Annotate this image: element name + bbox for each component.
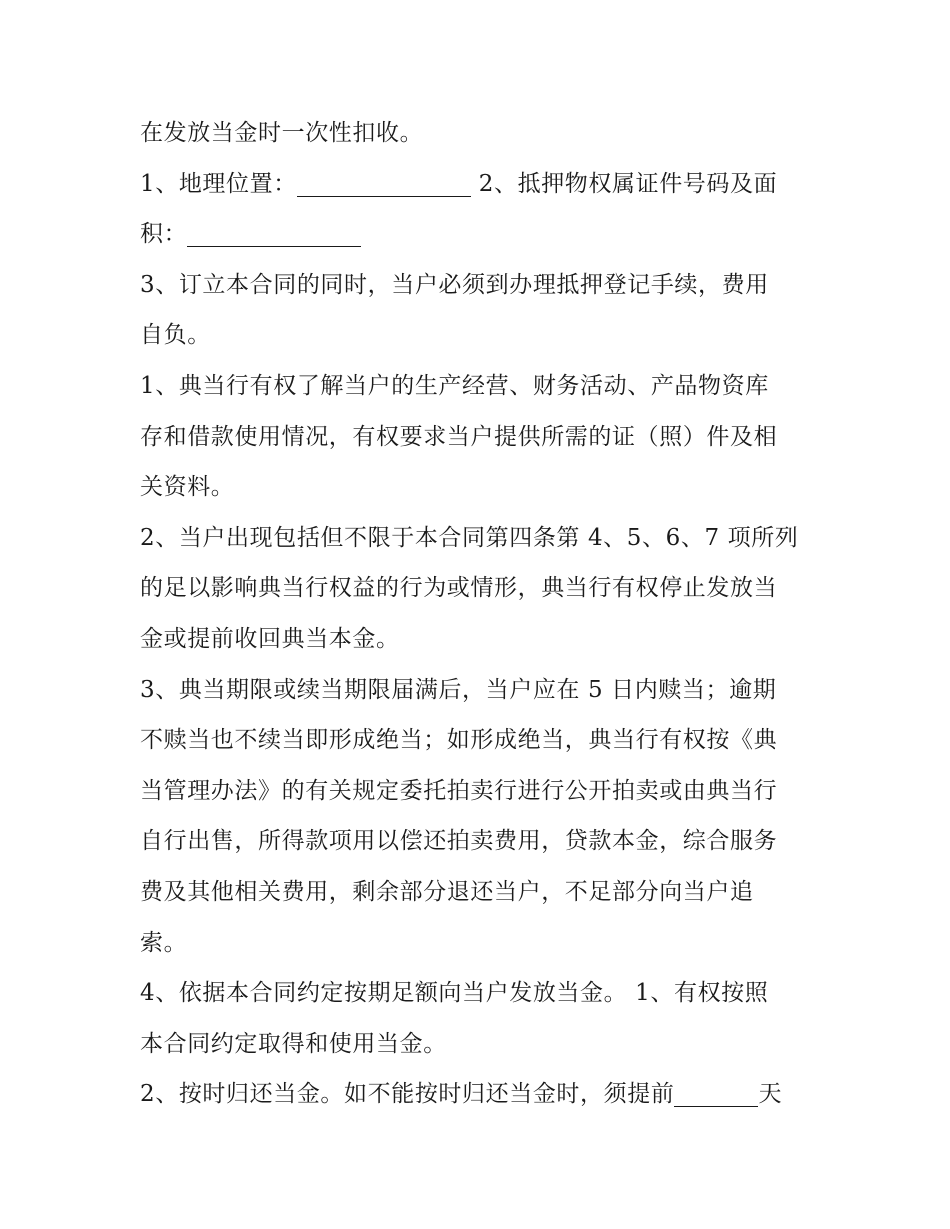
days-blank[interactable] xyxy=(674,1080,758,1107)
contract-text xyxy=(140,108,820,1120)
text-line-with-blank xyxy=(140,1069,820,1120)
line-text-before: 2、按时归还当金。如不能按时归还当金时，须提前 xyxy=(140,1081,675,1108)
text-line-with-blank xyxy=(140,209,820,260)
text-line: 存和借款使用情况，有权要求当户提供所需的证（照）件及相 xyxy=(140,423,778,450)
line-text-before: 积： xyxy=(140,221,188,248)
text-line-with-blank xyxy=(140,159,820,210)
text-line: 2、当户出现包括但不限于本合同第四条第 4、5、6、7 项所列 xyxy=(140,524,799,551)
text-line: 自负。 xyxy=(140,322,211,349)
line-text-after: 2、抵押物权属证件号码及面 xyxy=(478,170,778,197)
location-blank[interactable] xyxy=(297,170,471,197)
text-line: 在发放当金时一次性扣收。 xyxy=(140,120,424,146)
text-line: 当管理办法》的有关规定委托拍卖行进行公开拍卖或由典当行 xyxy=(140,777,778,804)
text-line: 索。 xyxy=(140,929,188,956)
text-line: 的足以影响典当行权益的行为或情形，典当行有权停止发放当 xyxy=(140,575,778,602)
line-text-after: 天 xyxy=(758,1081,783,1108)
area-blank[interactable] xyxy=(187,220,361,247)
text-line: 金或提前收回典当本金。 xyxy=(140,625,400,652)
text-line: 本合同约定取得和使用当金。 xyxy=(140,1030,447,1057)
line-text-before: 1、地理位置： xyxy=(140,170,297,197)
text-line: 4、依据本合同约定按期足额向当户发放当金。 1、有权按照 xyxy=(140,980,769,1007)
text-line: 自行出售，所得款项用以偿还拍卖费用，贷款本金，综合服务 xyxy=(140,828,778,855)
text-line: 费及其他相关费用，剩余部分退还当户，不足部分向当户追 xyxy=(140,878,754,905)
text-line: 1、典当行有权了解当户的生产经营、财务活动、产品物资库 xyxy=(140,372,769,399)
text-line: 不赎当也不续当即形成绝当；如形成绝当，典当行有权按《典 xyxy=(140,727,778,754)
text-line: 3、订立本合同的同时，当户必须到办理抵押登记手续，费用 xyxy=(140,271,769,298)
text-line: 3、典当期限或续当期限届满后，当户应在 5 日内赎当；逾期 xyxy=(140,676,777,703)
text-line: 关资料。 xyxy=(140,474,235,501)
